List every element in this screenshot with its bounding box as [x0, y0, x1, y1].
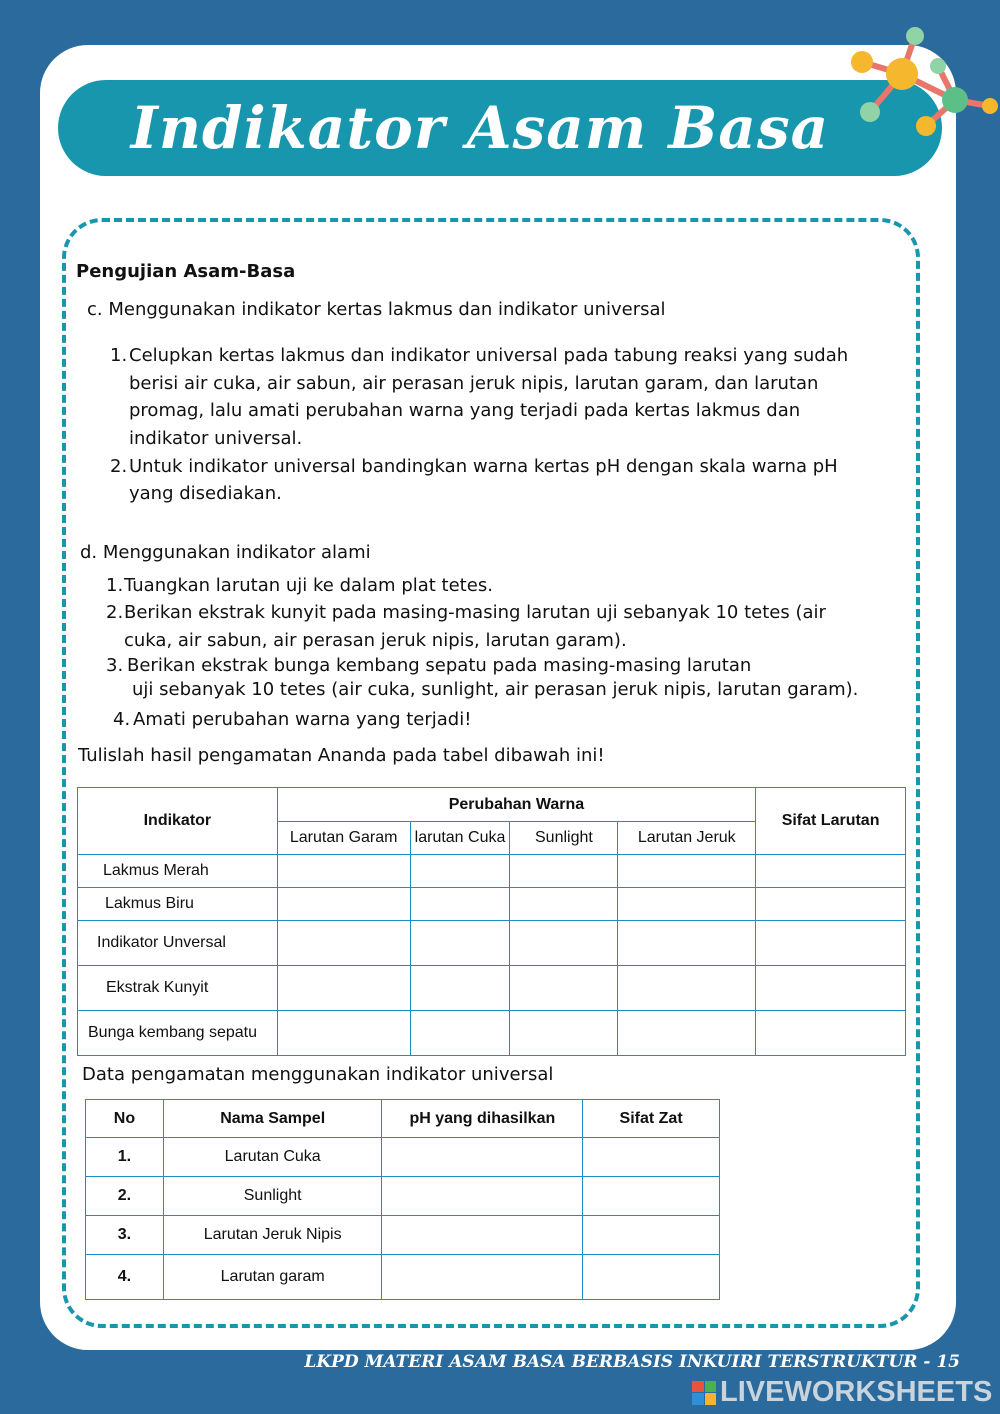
sample-name: Larutan garam — [163, 1255, 382, 1300]
answer-cell[interactable] — [410, 855, 510, 888]
list-item-line: Untuk indikator universal bandingkan warna kertas pH dengan skala warna pH — [129, 456, 838, 477]
sample-name: Sunlight — [163, 1177, 382, 1216]
ph-answer-cell[interactable] — [382, 1138, 583, 1177]
footer-text: LKPD MATERI ASAM BASA BERBASIS INKUIRI TERSTRUKTUR - 15 — [304, 1352, 960, 1372]
table-row — [78, 888, 906, 921]
row-number: 3. — [86, 1216, 164, 1255]
list-number: 2. — [110, 456, 128, 477]
answer-cell[interactable] — [756, 855, 906, 888]
answer-cell[interactable] — [410, 966, 510, 1011]
list-item-line: Tuangkan larutan uji ke dalam plat tetes. — [124, 575, 493, 596]
table2-caption: Data pengamatan menggunakan indikator universal — [82, 1064, 554, 1085]
table-row — [86, 1216, 720, 1255]
universal-indicator-table — [85, 1099, 720, 1300]
sifat-answer-cell[interactable] — [583, 1138, 720, 1177]
instruction-text: Tulislah hasil pengamatan Ananda pada tabel dibawah ini! — [78, 745, 605, 766]
subheader-sunlight: Sunlight — [510, 822, 618, 855]
answer-cell[interactable] — [277, 966, 410, 1011]
answer-cell[interactable] — [618, 888, 756, 921]
list-item-line: Amati perubahan warna yang terjadi! — [133, 709, 472, 730]
part-d-heading: d. Menggunakan indikator alami — [80, 542, 371, 563]
molecule-icon — [840, 22, 1000, 142]
answer-cell[interactable] — [510, 888, 618, 921]
row-label: Lakmus Merah — [78, 855, 278, 888]
sifat-answer-cell[interactable] — [583, 1216, 720, 1255]
table-row — [86, 1255, 720, 1300]
table-row — [78, 966, 906, 1011]
list-item-line: indikator universal. — [129, 428, 303, 449]
header-nama-sampel: Nama Sampel — [163, 1100, 382, 1138]
sifat-answer-cell[interactable] — [583, 1255, 720, 1300]
table-row — [86, 1177, 720, 1216]
answer-cell[interactable] — [618, 855, 756, 888]
table-row — [86, 1138, 720, 1177]
row-number: 1. — [86, 1138, 164, 1177]
answer-cell[interactable] — [756, 966, 906, 1011]
ph-answer-cell[interactable] — [382, 1177, 583, 1216]
answer-cell[interactable] — [410, 888, 510, 921]
answer-cell[interactable] — [510, 921, 618, 966]
list-item-line: yang disediakan. — [129, 483, 282, 504]
answer-cell[interactable] — [410, 1011, 510, 1056]
answer-cell[interactable] — [277, 1011, 410, 1056]
ph-answer-cell[interactable] — [382, 1255, 583, 1300]
list-number: 1. — [110, 345, 128, 366]
answer-cell[interactable] — [510, 1011, 618, 1056]
answer-cell[interactable] — [277, 921, 410, 966]
row-label: Bunga kembang sepatu — [78, 1011, 278, 1056]
header-sifat-zat: Sifat Zat — [583, 1100, 720, 1138]
header-ph: pH yang dihasilkan — [382, 1100, 583, 1138]
answer-cell[interactable] — [410, 921, 510, 966]
list-item-line: berisi air cuka, air sabun, air perasan jeruk nipis, larutan garam, dan larutan — [129, 373, 819, 394]
answer-cell[interactable] — [756, 888, 906, 921]
watermark-text: LIVEWORKSHEETS — [720, 1376, 993, 1408]
subheader-larutan-cuka: larutan Cuka — [410, 822, 510, 855]
row-number: 4. — [86, 1255, 164, 1300]
subheader-larutan-jeruk: Larutan Jeruk — [618, 822, 756, 855]
subheader-larutan-garam: Larutan Garam — [277, 822, 410, 855]
row-number: 2. — [86, 1177, 164, 1216]
answer-cell[interactable] — [618, 966, 756, 1011]
answer-cell[interactable] — [756, 1011, 906, 1056]
list-item-line: uji sebanyak 10 tetes (air cuka, sunlight, air perasan jeruk nipis, larutan garam). — [132, 679, 859, 700]
observation-table — [77, 787, 906, 1056]
row-label: Lakmus Biru — [78, 888, 278, 921]
row-label: Ekstrak Kunyit — [78, 966, 278, 1011]
liveworksheets-watermark — [692, 1376, 992, 1409]
list-number: 2. — [106, 602, 124, 623]
list-number: 4. — [113, 709, 131, 730]
answer-cell[interactable] — [510, 855, 618, 888]
list-item-line: promag, lalu amati perubahan warna yang terjadi pada kertas lakmus dan — [129, 400, 801, 421]
header-perubahan-warna: Perubahan Warna — [277, 788, 755, 822]
list-item-line: cuka, air sabun, air perasan jeruk nipis, larutan garam). — [124, 630, 627, 651]
part-c-heading: c. Menggunakan indikator kertas lakmus dan indikator universal — [87, 299, 666, 320]
list-item-line: Berikan ekstrak kunyit pada masing-masing larutan uji sebanyak 10 tetes (air — [124, 602, 826, 623]
answer-cell[interactable] — [510, 966, 618, 1011]
row-label: Indikator Unversal — [78, 921, 278, 966]
answer-cell[interactable] — [618, 1011, 756, 1056]
answer-cell[interactable] — [756, 921, 906, 966]
ph-answer-cell[interactable] — [382, 1216, 583, 1255]
table-row — [78, 855, 906, 888]
sample-name: Larutan Jeruk Nipis — [163, 1216, 382, 1255]
table-row — [78, 1011, 906, 1056]
header-no: No — [86, 1100, 164, 1138]
page-title: Indikator Asam Basa — [130, 94, 830, 162]
table-row — [78, 921, 906, 966]
list-item-line: Berikan ekstrak bunga kembang sepatu pada masing-masing larutan — [127, 655, 752, 676]
liveworksheets-logo-icon — [692, 1381, 716, 1405]
header-sifat-larutan: Sifat Larutan — [756, 788, 906, 855]
answer-cell[interactable] — [277, 888, 410, 921]
sifat-answer-cell[interactable] — [583, 1177, 720, 1216]
list-number: 3. — [106, 655, 124, 676]
sample-name: Larutan Cuka — [163, 1138, 382, 1177]
list-item-line: Celupkan kertas lakmus dan indikator universal pada tabung reaksi yang sudah — [129, 345, 849, 366]
section-heading: Pengujian Asam-Basa — [76, 261, 296, 282]
header-indikator: Indikator — [78, 788, 278, 855]
list-number: 1. — [106, 575, 124, 596]
answer-cell[interactable] — [277, 855, 410, 888]
answer-cell[interactable] — [618, 921, 756, 966]
